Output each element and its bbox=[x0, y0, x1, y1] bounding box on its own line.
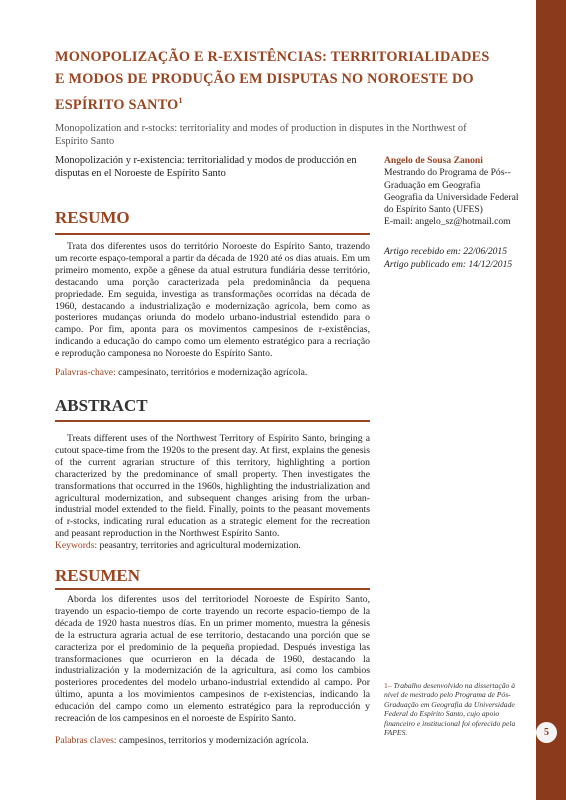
article-title-text: MONOPOLIZAÇÃO E R-EXISTÊNCIAS: TERRITORIALIDADES E MODOS DE PRODUÇÃO EM DISPUTAS NO NOROESTE DO ESPÍRITO SANTO bbox=[55, 49, 490, 113]
resumo-divider bbox=[55, 233, 370, 235]
page-number: 5 bbox=[536, 722, 557, 743]
abstract-keywords-text: peasantry, territories and agricultural modernization. bbox=[99, 540, 301, 551]
footnote-text: Trabalho desenvolvido na dissertação à nível de mestrado pelo Programa de Pós-Graduação em Geografia da Universidade Federal do Espírito Santo, cujo apoio financeiro e institucional foi oferecido pela FAPES. bbox=[384, 681, 516, 738]
resumen-heading: RESUMEN bbox=[55, 566, 141, 585]
author-name: Angelo de Sousa Zanoni bbox=[384, 155, 483, 166]
author-email: E-mail: angelo_sz@hotmail.com bbox=[384, 216, 511, 228]
footnote bbox=[384, 681, 516, 737]
spanish-title: Monopolización y r-existencia: territorialidad y modos de producción en disputas en el Noroeste de Espírito Santo bbox=[55, 155, 357, 179]
resumen-keywords-label: Palabras claves: bbox=[55, 735, 117, 746]
english-title: Monopolization and r-stocks: territoriality and modes of production in disputes in the Northwest of Espírito Santo bbox=[55, 123, 467, 147]
abstract-divider bbox=[55, 420, 370, 422]
abstract-keywords-label: Keywords: bbox=[55, 540, 98, 551]
date-published: Artigo publicado em: 14/12/2015 bbox=[384, 258, 513, 270]
abstract-heading: ABSTRACT bbox=[55, 396, 148, 415]
resumo-keywords bbox=[55, 367, 370, 379]
footnote-mark: 1– bbox=[384, 681, 392, 690]
abstract-keywords bbox=[55, 540, 370, 552]
author-block bbox=[384, 155, 519, 229]
resumo-keywords-text: campesinato, territórios e modernização agrícola. bbox=[118, 367, 308, 378]
resumen-keywords bbox=[55, 735, 370, 747]
article-title bbox=[55, 46, 495, 116]
resumen-keywords-text: campesinos, territorios y modernización agrícola. bbox=[118, 735, 309, 746]
resumo-heading: RESUMO bbox=[55, 208, 130, 227]
resumo-keywords-label: Palavras-chave: bbox=[55, 367, 116, 378]
abstract-body: Treats different uses of the Northwest Territory of Espírito Santo, bringing a cutout space-time from the 1920s to the present day. At first, explains the genesis of the current agrarian structure of this territory, highlighting a portion characterized by the predominance of small property. Then investigates the transformations that occurred in the 1960s, highlighting the industrialization and agricultural modernization, and subsequent changes arising from the urban-industrial model extended to the field. Finally, points to the peasant movements of r-stocks, indicating rural education as a strategic element for the recreation and peasant reproduction in the Northwest Espírito Santo. bbox=[55, 433, 370, 540]
page-side-band bbox=[536, 0, 566, 800]
author-affiliation: Mestrando do Programa de Pós--Graduação em Geografia Geografia da Universidade Federal do Espírito Santo (UFES) bbox=[384, 167, 519, 216]
date-received: Artigo recebido em: 22/06/2015 bbox=[384, 246, 508, 257]
resumen-body: Aborda los diferentes usos del territoriodel Noroeste de Espírito Santo, trayendo un espacio-tiempo de corte trayendo un recorte espacio-tiempo de la década de 1920 hasta nuestros días. En un primer momento, muestra la génesis de la estructura agraria actual de ese territorio, destacando una porción que se caracteriza por el predominio de la pequeña propiedad. Después investiga las transformaciones que ocurrieron en la década de 1960, destacando la industrialización y la modernización de la agricultura, así como los cambios posteriores procedentes del modelo urbano-industrial extendido al campo. Por último, apunta a los movimientos campesinos de r-existencias, indicando la educación del campo como un elemento estratégico para la reproducción y recreación de los campesinos en el noroeste de Espírito Santo. bbox=[55, 594, 370, 725]
resumen-divider bbox=[55, 588, 370, 590]
title-footnote-mark: 1 bbox=[178, 96, 183, 105]
article-dates bbox=[384, 246, 519, 271]
resumo-body: Trata dos diferentes usos do território Noroeste do Espírito Santo, trazendo um recorte espaço-temporal a partir da década de 1920 até os dias atuais. Em um primeiro momento, expõe a gênese da atual estrutura fundiária desse território, destacando uma porção caracterizada pela predominância da pequena propriedade. Em seguida, investiga as transformações ocorridas na década de 1960, destacando a industrialização e modernização agrícola, bem como as posteriores mudanças oriunda do modelo urbano-industrial estendido para o campo. Por fim, aponta para os movimentos campesinos de r-existências, indicando a educação do campo como um elemento estratégico para a recriação e reprodução camponesa no Noroeste do Espírito Santo. bbox=[55, 241, 370, 360]
